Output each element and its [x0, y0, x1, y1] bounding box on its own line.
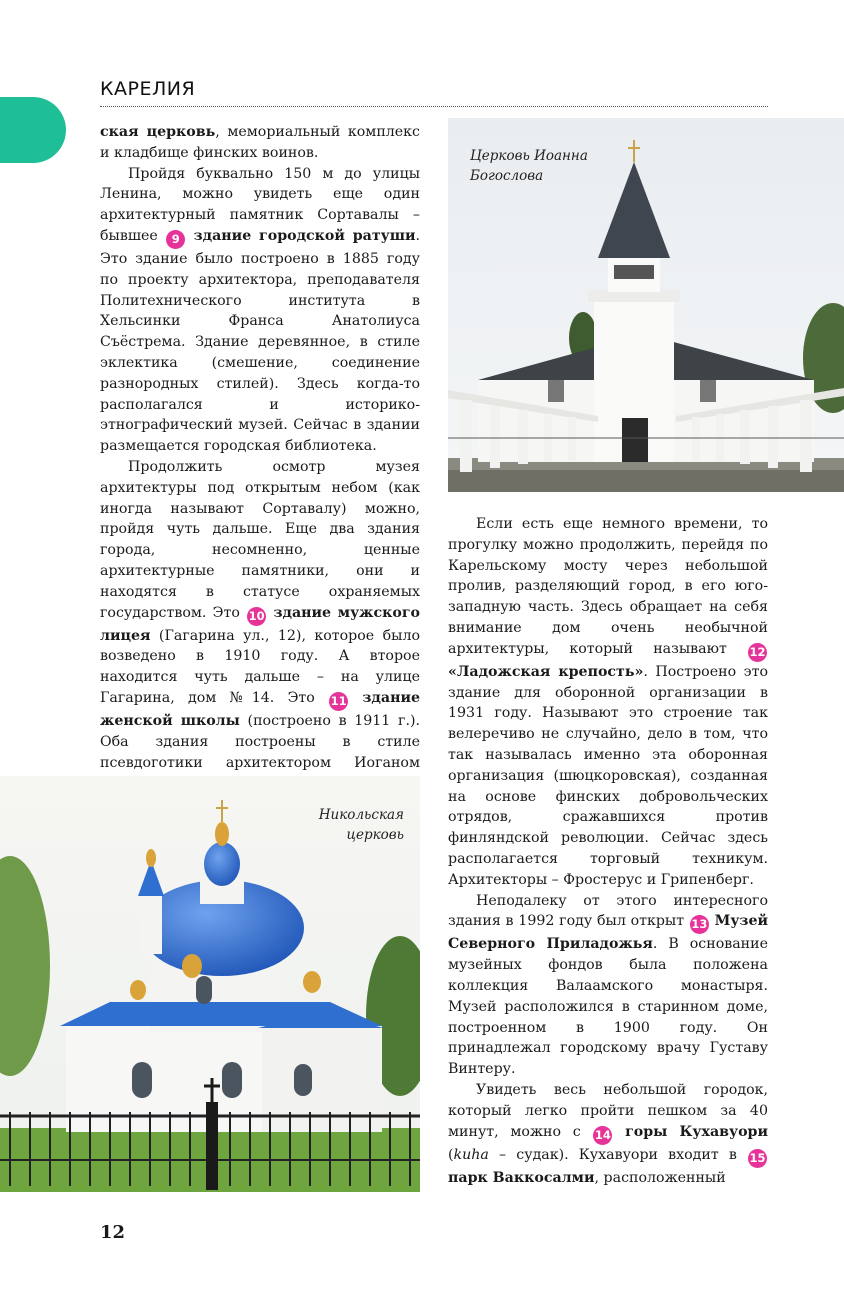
right-paragraph-2: Неподалеку от этого интересного здания в 1992 году был открыт 13 Музей Северного Приладожья. В основание музейных фондов была положена коллекция Валаамского монастыря. Музей расположился в старинном доме, построенном в 1900 году. Он принадлежал городскому врачу Густаву Винтеру.: [448, 892, 768, 1078]
map-marker-badge: 15: [748, 1149, 767, 1168]
map-marker-badge: 11: [329, 692, 348, 711]
bold-term: Музей Северного Приладожья: [448, 913, 768, 953]
bold-term: парк Ваккосалми: [448, 1169, 595, 1186]
bold-term: ская церковь: [100, 124, 216, 140]
running-header-title: КАРЕЛИЯ: [100, 78, 196, 100]
church-nicholas-caption: Никольская церковь: [318, 807, 404, 843]
bold-term: «Ладожская крепость»: [448, 663, 644, 680]
left-paragraph-2: Пройдя буквально 150 м до улицы Ленина, можно увидеть еще один архитектурный памятник Сортавалы – бывшее 9 здание городской ратуши. Это здание было построено в 1885 году по проекту архитектора, преподавателя Политехнического института в Хельсинки Франса Анатолиуса Съёстрема. Здание деревянное, в стиле эклектика (смешение, соединение разнородных стилей). Здесь когда-то располагался и историко-этнографический музей. Сейчас в здании размещается городская библиотека.: [100, 165, 420, 455]
bold-term: здание мужского лицея: [100, 604, 420, 644]
map-marker-badge: 13: [690, 915, 709, 934]
header-divider: [100, 106, 768, 107]
left-text-column: [100, 122, 420, 794]
map-marker-badge: 10: [247, 607, 266, 626]
bold-term: здание женской школы: [100, 689, 421, 729]
map-marker-badge: 9: [166, 230, 185, 249]
left-paragraph-3: Продолжить осмотр музея архитектуры под открытым небом (как иногда называют Сортавалу) можно, пройдя чуть дальше. Еще два здания города, несомненно, ценные архитектурные памятники, они и находятся в статусе охраняемых государством. Это 10 здание мужского лицея (Гагарина ул., 12), которое было возведено в 1910 году. А второе находится чуть дальше – на улице Гагарина, дом №14. Это 11 здание женской школы (построено в 1911 г.). Оба здания построены в стиле псевдоготики архитектором Иоганом: [100, 458, 421, 771]
map-marker-badge: 14: [593, 1126, 612, 1145]
bold-term: здание городской ратуши: [193, 227, 416, 244]
right-paragraph-3: Увидеть весь небольшой городок, который легко пройти пешком за 40 минут, можно с 14 горы Кухавуори (kuha – судак). Кухавуори входит в 15 парк Ваккосалми, расположенный: [448, 1081, 768, 1186]
map-marker-badge: 12: [748, 643, 767, 662]
right-paragraph-1: Если есть еще немного времени, то прогулку можно продолжить, перейдя по Карельскому мосту через небольшой пролив, разделяющий город, в его юго-западную часть. Здесь обращает на себя внимание дом очень необычной архитектуры, который называют 12 «Ладожская крепость». Построено это здание для оборонной организации в 1931 году. Называют это строение так велеречиво не случайно, дело в том, что так называлась именно эта оборонная организация (шюцкоровская), созданная на основе финских добровольческих отрядов, сражавшихся против финляндской революции. Сейчас здесь располагается торговый техникум. Архитекторы – Фростерус и Грипенберг.: [448, 516, 768, 888]
bold-term: горы Кухавуори: [625, 1123, 768, 1140]
church-john-caption: Церковь Иоанна Богослова: [470, 148, 588, 184]
chapter-tab-marker: [0, 97, 66, 163]
page-number: 12: [100, 1222, 126, 1243]
left-paragraph-1: ская церковь, мемориальный комплекс и кладбище финских воинов.: [100, 124, 420, 161]
right-text-column: [448, 514, 768, 1188]
